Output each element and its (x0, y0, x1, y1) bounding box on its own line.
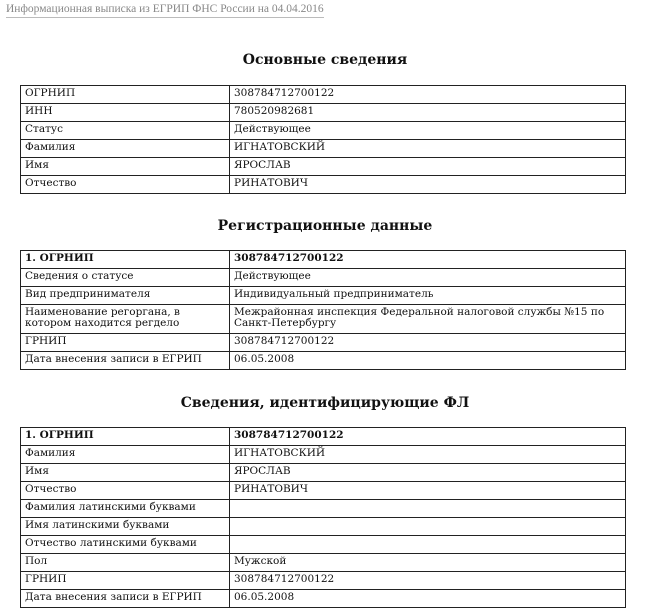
row-label: Статус (21, 122, 230, 140)
row-value: 06.05.2008 (230, 590, 626, 608)
table-row (21, 122, 626, 140)
row-label: Дата внесения записи в ЕГРИП (21, 590, 230, 608)
row-value: 308784712700122 (230, 334, 626, 352)
row-value: Межрайонная инспекция Федеральной налоговой службы №15 по Санкт-Петербургу (230, 305, 626, 334)
row-label: Вид предпринимателя (21, 287, 230, 305)
row-value: ИГНАТОВСКИЙ (230, 140, 626, 158)
row-value: РИНАТОВИЧ (230, 482, 626, 500)
row-label: Имя (21, 464, 230, 482)
row-label: 1. ОГРНИП (21, 428, 230, 446)
table-row (21, 305, 626, 334)
table-row (21, 590, 626, 608)
row-value: ЯРОСЛАВ (230, 158, 626, 176)
table-row (21, 334, 626, 352)
table-row (21, 158, 626, 176)
row-label: Имя (21, 158, 230, 176)
row-value: Индивидуальный предприниматель (230, 287, 626, 305)
row-label: 1. ОГРНИП (21, 251, 230, 269)
table-row (21, 352, 626, 370)
table-row (21, 446, 626, 464)
row-label: ГРНИП (21, 572, 230, 590)
table-row (21, 536, 626, 554)
row-label: Имя латинскими буквами (21, 518, 230, 536)
table-row (21, 86, 626, 104)
document-header: Информационная выписка из ЕГРИП ФНС России на 04.04.2016 (6, 3, 324, 18)
row-label: Отчество (21, 482, 230, 500)
row-label: ГРНИП (21, 334, 230, 352)
row-value: ЯРОСЛАВ (230, 464, 626, 482)
identification-table (20, 427, 626, 608)
row-value: 308784712700122 (230, 251, 626, 269)
row-value (230, 518, 626, 536)
table-row (21, 140, 626, 158)
row-label: Дата внесения записи в ЕГРИП (21, 352, 230, 370)
row-label: ОГРНИП (21, 86, 230, 104)
row-label: Фамилия (21, 140, 230, 158)
row-value: Мужской (230, 554, 626, 572)
row-label: Сведения о статусе (21, 269, 230, 287)
row-label: ИНН (21, 104, 230, 122)
row-value: 308784712700122 (230, 428, 626, 446)
basic-info-table (20, 85, 626, 194)
row-value (230, 500, 626, 518)
section-title-basic-info: Основные сведения (242, 52, 408, 68)
row-value (230, 536, 626, 554)
row-value: 308784712700122 (230, 86, 626, 104)
table-row (21, 518, 626, 536)
table-row (21, 464, 626, 482)
row-label: Наименование регоргана, в котором находится регдело (21, 305, 230, 334)
table-row (21, 572, 626, 590)
row-value: РИНАТОВИЧ (230, 176, 626, 194)
row-label: Пол (21, 554, 230, 572)
row-label: Отчество латинскими буквами (21, 536, 230, 554)
row-value: ИГНАТОВСКИЙ (230, 446, 626, 464)
row-value: Действующее (230, 269, 626, 287)
section-title-identification: Сведения, идентифицирующие ФЛ (180, 395, 470, 411)
table-row (21, 176, 626, 194)
table-row (21, 428, 626, 446)
row-value: 308784712700122 (230, 572, 626, 590)
table-row (21, 104, 626, 122)
section-title-registration-data: Регистрационные данные (217, 218, 433, 234)
row-value: 780520982681 (230, 104, 626, 122)
row-label: Отчество (21, 176, 230, 194)
table-row (21, 287, 626, 305)
row-value: Действующее (230, 122, 626, 140)
table-row (21, 269, 626, 287)
table-row (21, 251, 626, 269)
table-row (21, 554, 626, 572)
row-label: Фамилия латинскими буквами (21, 500, 230, 518)
registration-data-table (20, 250, 626, 370)
row-value: 06.05.2008 (230, 352, 626, 370)
row-label: Фамилия (21, 446, 230, 464)
table-row (21, 482, 626, 500)
table-row (21, 500, 626, 518)
